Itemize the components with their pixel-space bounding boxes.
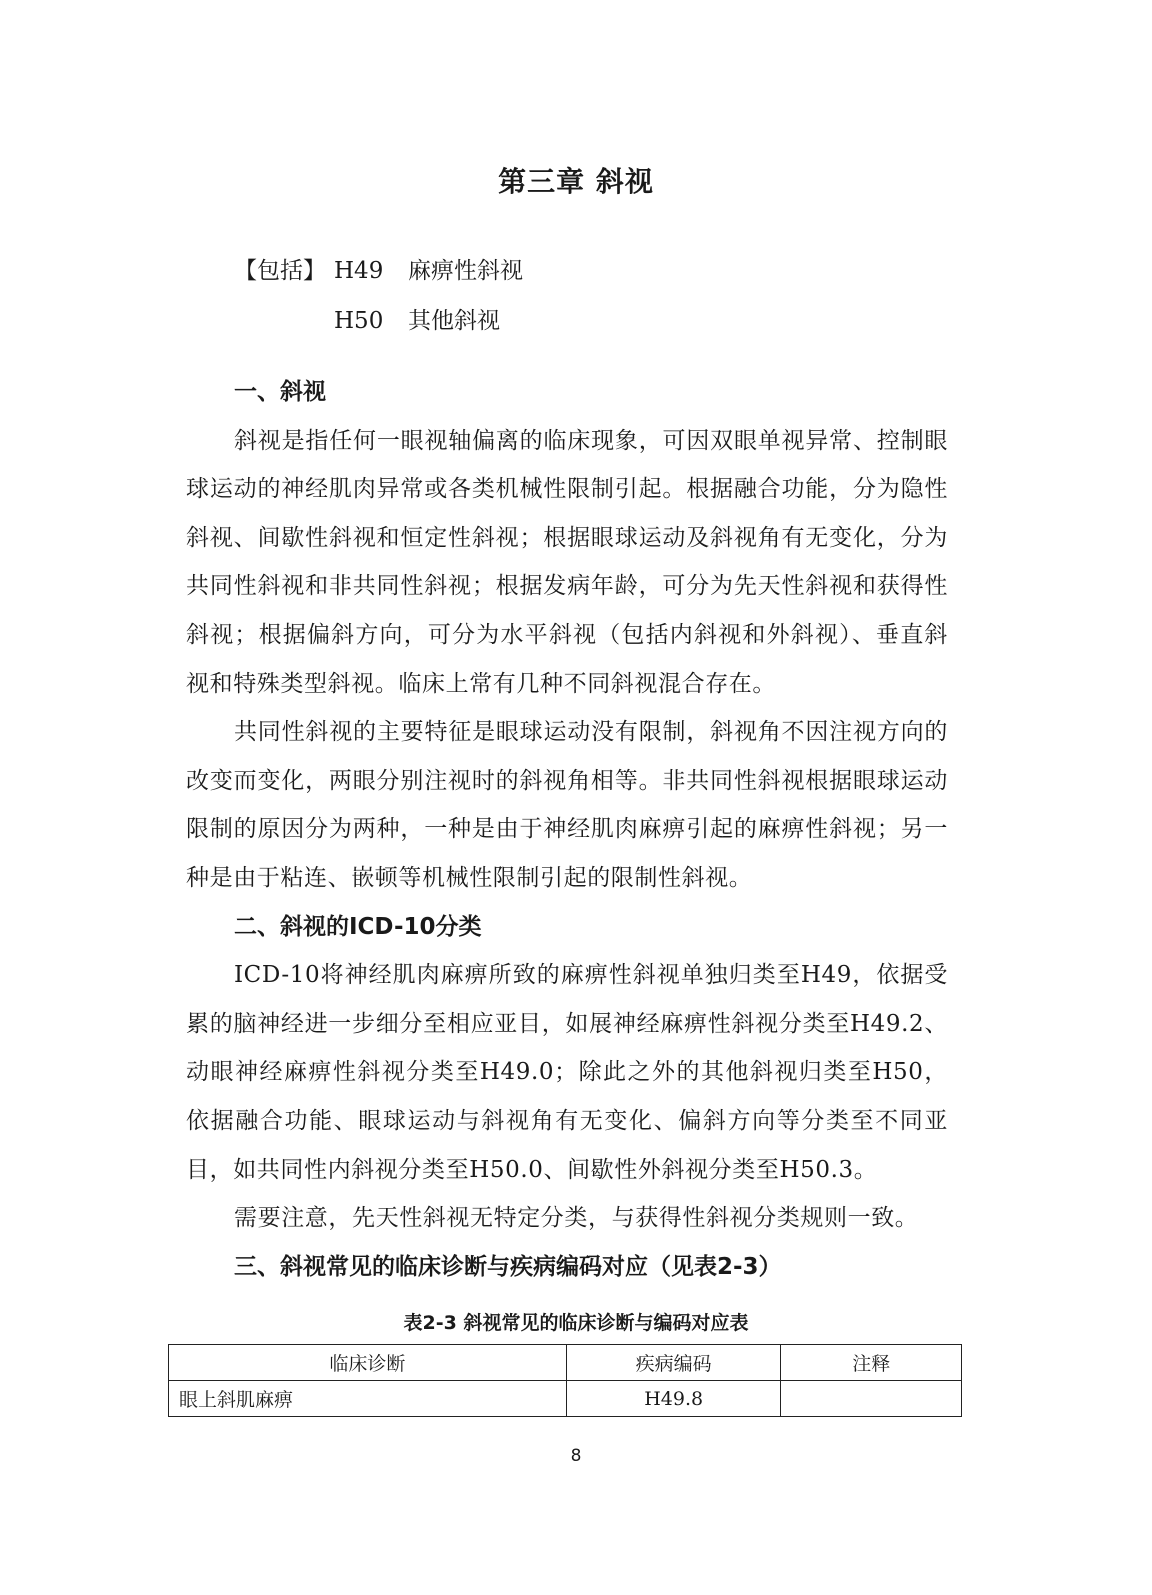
body-content — [186, 368, 948, 1291]
table-caption: 表2-3 斜视常见的临床诊断与编码对应表 — [403, 1312, 749, 1334]
page-number: 8 — [570, 1446, 582, 1466]
includes-row — [234, 246, 523, 296]
table-cell: 眼上斜肌麻痹 — [169, 1381, 567, 1417]
section-heading: 一、斜视 — [234, 379, 326, 405]
paragraph: 共同性斜视的主要特征是眼球运动没有限制，斜视角不因注视方向的改变而变化，两眼分别注视时的斜视角相等。非共同性斜视根据眼球运动限制的原因分为两种，一种是由于神经肌肉麻痹引起的麻痹性斜视；另一种是由于粘连、嵌顿等机械性限制引起的限制性斜视。 — [186, 719, 948, 891]
table-header-row — [169, 1345, 962, 1381]
includes-block — [234, 246, 523, 346]
paragraph: 斜视是指任何一眼视轴偏离的临床现象，可因双眼单视异常、控制眼球运动的神经肌肉异常或各类机械性限制引起。根据融合功能，分为隐性斜视、间歇性斜视和恒定性斜视；根据眼球运动及斜视角有无变化，分为共同性斜视和非共同性斜视；根据发病年龄，可分为先天性斜视和获得性斜视；根据偏斜方向，可分为水平斜视（包括内斜视和外斜视）、垂直斜视和特殊类型斜视。临床上常有几种不同斜视混合存在。 — [186, 427, 948, 697]
table-cell: H49.8 — [566, 1381, 781, 1417]
section-heading: 二、斜视的ICD-10分类 — [234, 913, 482, 940]
includes-label: 【包括】 — [234, 258, 326, 284]
diagnosis-code-table — [168, 1344, 962, 1417]
paragraph: 需要注意，先天性斜视无特定分类，与获得性斜视分类规则一致。 — [234, 1205, 919, 1232]
includes-label-spacer — [234, 296, 334, 346]
paragraph: ICD-10将神经肌肉麻痹所致的麻痹性斜视单独归类至H49，依据受累的脑神经进一步细分至相应亚目，如展神经麻痹性斜视分类至H49.2、动眼神经麻痹性斜视分类至H49.0；除此之外的其他斜视归类至H50，依据融合功能、眼球运动与斜视角有无变化、偏斜方向等分类至不同亚目，如共同性内斜视分类至H50.0、间歇性外斜视分类至H50.3。 — [186, 962, 948, 1183]
includes-row — [234, 296, 523, 346]
table-cell — [781, 1381, 962, 1417]
section-heading: 三、斜视常见的临床诊断与疾病编码对应（见表2-3） — [234, 1253, 782, 1280]
table-header-cell: 疾病编码 — [566, 1345, 781, 1381]
include-name: 麻痹性斜视 — [408, 258, 523, 284]
table-row — [169, 1381, 962, 1417]
include-code: H50 — [334, 308, 384, 334]
chapter-title: 第三章 斜视 — [498, 165, 654, 198]
include-code: H49 — [334, 258, 384, 284]
table-header-cell: 临床诊断 — [169, 1345, 567, 1381]
include-name: 其他斜视 — [408, 308, 500, 334]
table-header-cell: 注释 — [781, 1345, 962, 1381]
